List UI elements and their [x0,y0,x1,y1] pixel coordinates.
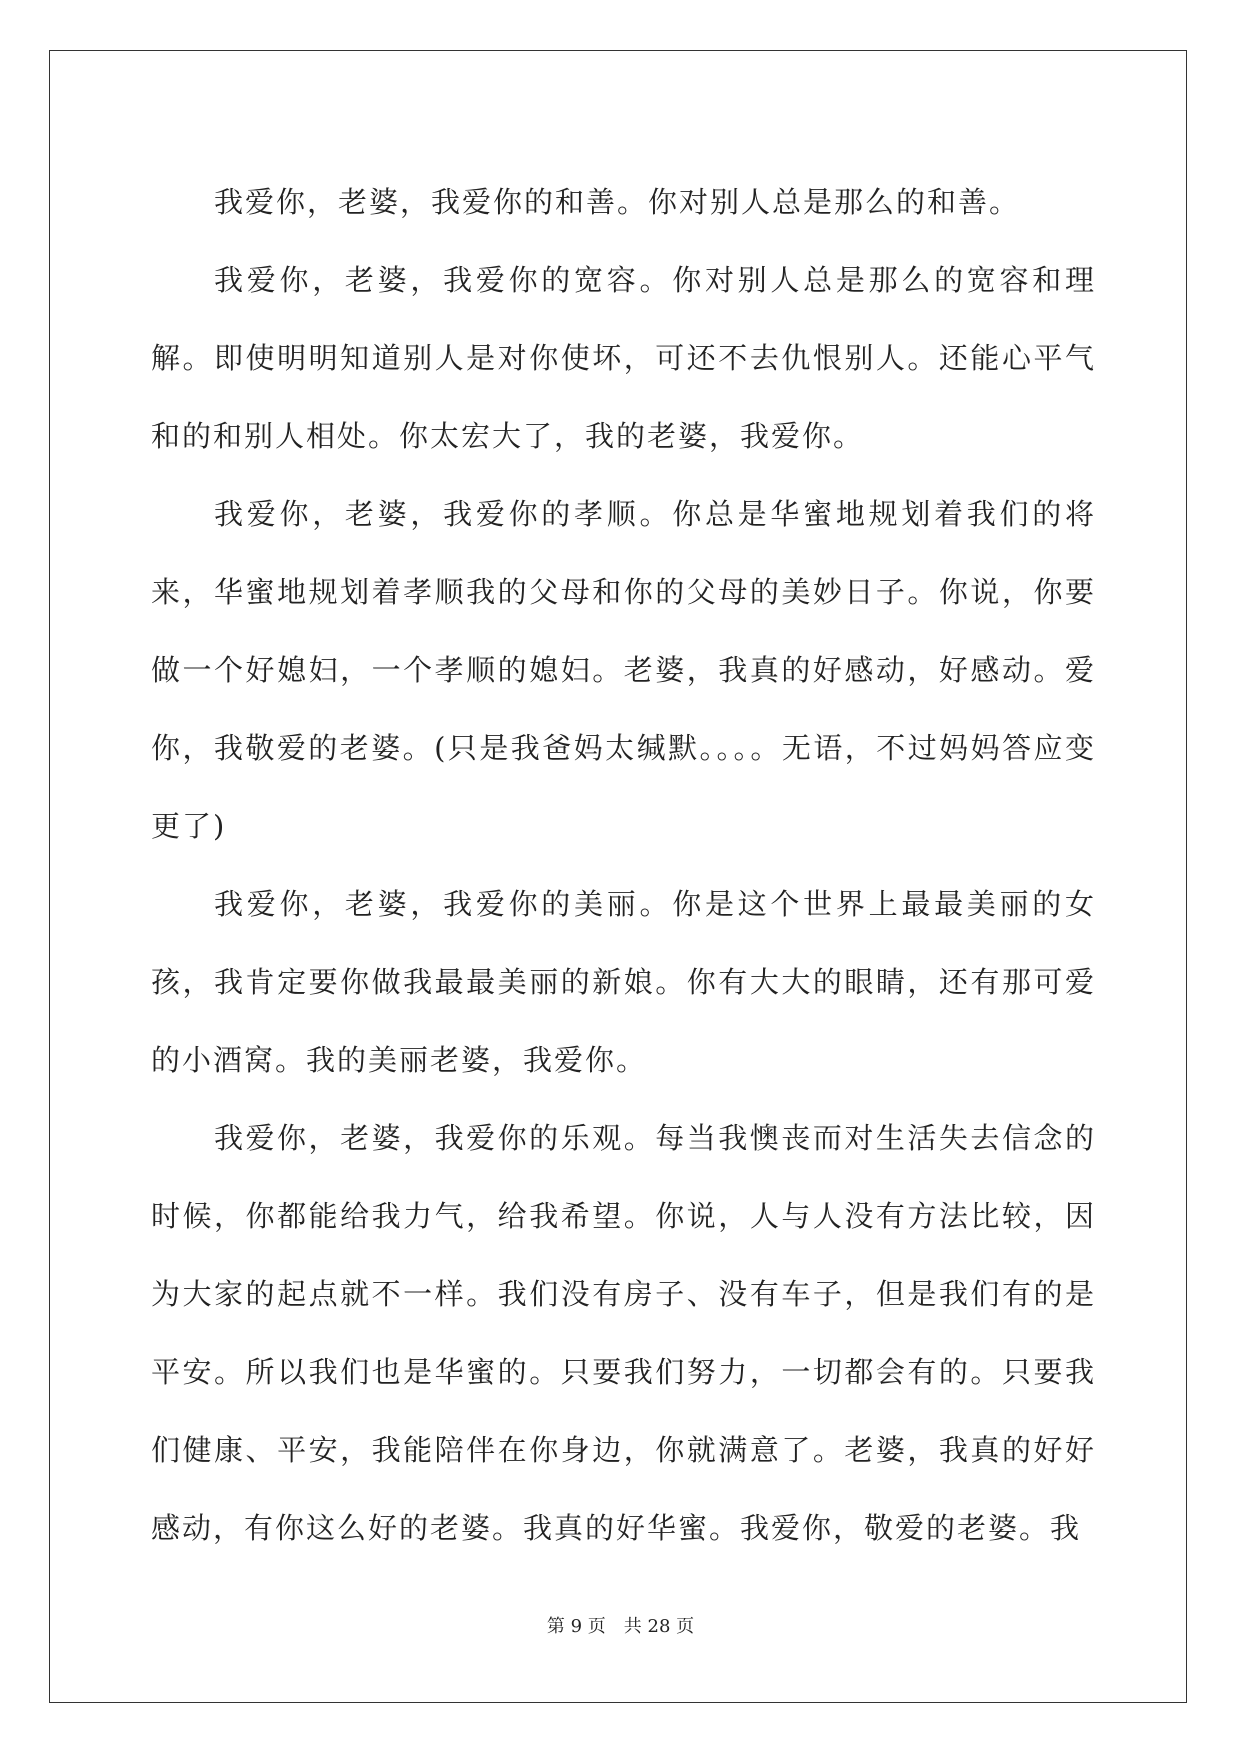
paragraph: 我爱你，老婆，我爱你的美丽。你是这个世界上最最美丽的女孩，我肯定要你做我最最美丽的新娘。你有大大的眼睛，还有那可爱的小酒窝。我的美丽老婆，我爱你。 [151,887,1096,1077]
paragraph: 我爱你，老婆，我爱你的和善。你对别人总是那么的和善。 [214,185,1021,219]
paragraph: 我爱你，老婆，我爱你的乐观。每当我懊丧而对生活失去信念的时候，你都能给我力气，给我希望。你说，人与人没有方法比较，因为大家的起点就不一样。我们没有房子、没有车子，但是我们有的是平安。所以我们也是华蜜的。只要我们努力，一切都会有的。只要我们健康、平安，我能陪伴在你身边，你就满意了。老婆，我真的好好感动，有你这么好的老婆。我真的好华蜜。我爱你，敬爱的老婆。我 [151,1121,1096,1545]
paragraph: 我爱你，老婆，我爱你的孝顺。你总是华蜜地规划着我们的将来，华蜜地规划着孝顺我的父母和你的父母的美妙日子。你说，你要做一个好媳妇，一个孝顺的媳妇。老婆，我真的好感动，好感动。爱你，我敬爱的老婆。(只是我爸妈太缄默。。。。无语，不过妈妈答应变更了) [151,497,1096,843]
paragraph: 我爱你，老婆，我爱你的宽容。你对别人总是那么的宽容和理解。即使明明知道别人是对你使坏，可还不去仇恨别人。还能心平气和的和别人相处。你太宏大了，我的老婆，我爱你。 [151,263,1096,453]
document-body [151,163,1096,1567]
page-number: 第 9 页 共 28 页 [546,1616,695,1637]
